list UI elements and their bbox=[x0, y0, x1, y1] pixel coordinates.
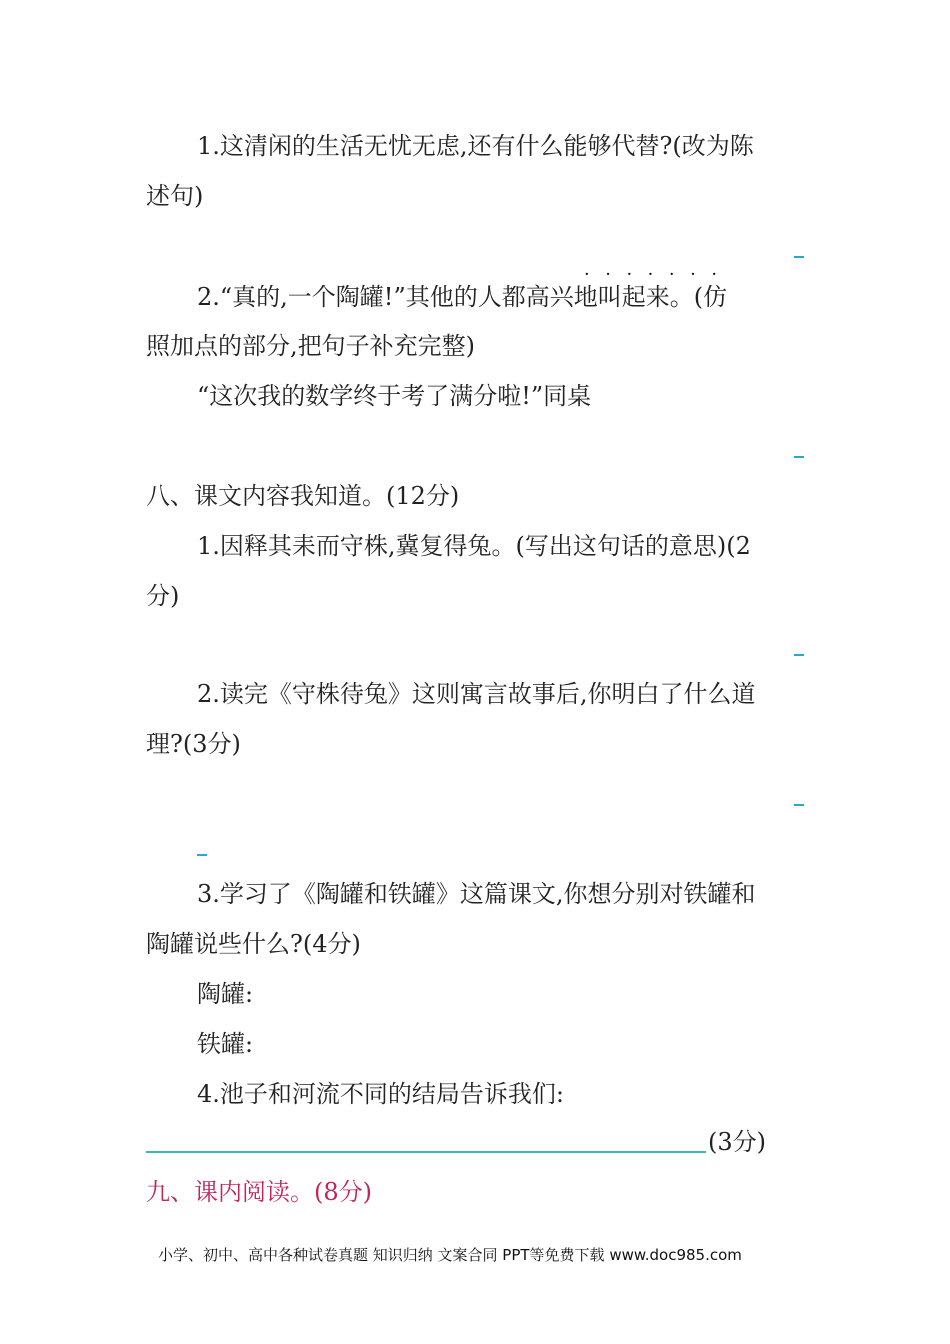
answer-mark[interactable] bbox=[794, 256, 804, 258]
part8-q2-line2: 理?(3分) bbox=[146, 730, 241, 758]
section-8-title: 八、课文内容我知道。(12分) bbox=[146, 482, 460, 510]
part7-q1-line1: 1.这清闲的生活无忧无虑,还有什么能够代替?(改为陈 bbox=[197, 132, 754, 160]
tieguan-answer-label: 铁罐: bbox=[197, 1030, 254, 1058]
part7-q1-line2: 述句) bbox=[146, 182, 204, 210]
part7-q2-line1: 2.“真的,一个陶罐!”其他的人都高兴地叫起来。(仿 bbox=[197, 283, 728, 311]
part8-q1-line2: 分) bbox=[146, 582, 180, 610]
part8-q4-line1: 4.池子和河流不同的结局告诉我们: bbox=[197, 1080, 564, 1108]
part7-q2-line2: 照加点的部分,把句子补充完整) bbox=[146, 332, 475, 360]
section-9-title: 九、课内阅读。(8分) bbox=[146, 1178, 372, 1206]
part8-q3-line2: 陶罐说些什么?(4分) bbox=[146, 930, 361, 958]
part8-q4-score: (3分) bbox=[708, 1128, 766, 1156]
part8-q3-line1: 3.学习了《陶罐和铁罐》这篇课文,你想分别对铁罐和 bbox=[197, 880, 756, 908]
answer-mark[interactable] bbox=[794, 456, 804, 458]
part7-q2-prompt: “这次我的数学终于考了满分啦!”同桌 bbox=[197, 382, 592, 410]
footer-text: 小学、初中、高中各种试卷真题 知识归纳 文案合同 PPT等免费下载 www.doc985.com bbox=[158, 1246, 742, 1264]
part8-q1-line1: 1.因释其耒而守株,冀复得兔。(写出这句话的意思)(2 bbox=[197, 532, 751, 560]
emphasis-dots: ······· bbox=[584, 264, 733, 285]
taoguan-answer-label: 陶罐: bbox=[197, 980, 254, 1008]
part8-q2-line1: 2.读完《守株待兔》这则寓言故事后,你明白了什么道 bbox=[197, 680, 756, 708]
answer-mark[interactable] bbox=[197, 854, 207, 856]
answer-line[interactable] bbox=[146, 1151, 706, 1153]
answer-mark[interactable] bbox=[794, 804, 804, 806]
answer-mark[interactable] bbox=[794, 654, 804, 656]
